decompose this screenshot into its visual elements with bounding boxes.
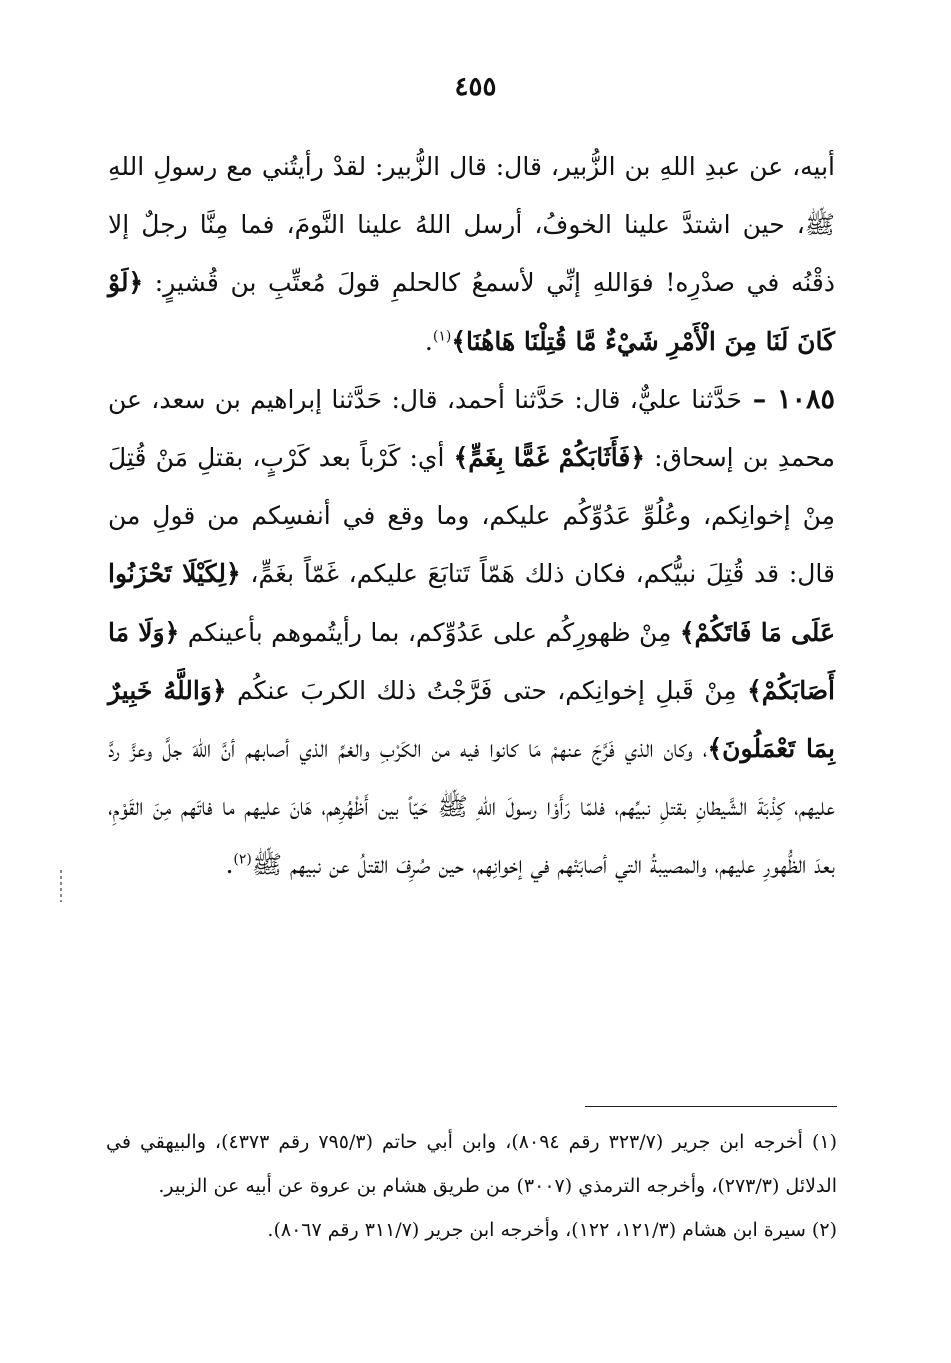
- footnote-ref-1: (١): [432, 328, 452, 345]
- hadith-number: ١٠٨٥: [776, 383, 835, 415]
- paragraph-continuation: [108, 138, 835, 371]
- quran-quote: ﴿فَأَثَابَكُمْ غَمًّا بِغَمٍّ﴾: [453, 443, 645, 473]
- scan-mark: [60, 870, 62, 902]
- commentary-text: ، وكان الذي فَرَّجَ عنهمْ مَا كانوا فيه من الكَرْبِ والغمِّ الذي أصابهم أنَّ اللهَ جلَّ وعزَّ ردَّ عليهم، كِذْبَةَ الشَّيطانِ بقتلِ نبيِّهم، فلمّا رَأَوْا رسولَ اللهِ ﷺ حَيّاً بين أَظْهُرِهم، هَانَ عليهم ما فاتَهم مِنَ القَوْمِ، بعدَ الظُّهورِ عليهم، والمصيبةُ التي أصابَتْهم في إخوانِهم، حين صُرِفَ القتلُ عن نبيهم ﷺ: [108, 734, 835, 880]
- footnote-2: (٢) سيرة ابن هشام (١٢١/٣، ١٢٢)، وأخرجه ابن جرير (٣١١/٧ رقم ٨٠٦٧).: [267, 1219, 837, 1241]
- commentary-text: مِنْ قَبلِ إخوانِكم، حتى فَرَّجْتُ ذلك الكربَ عنكُم: [226, 675, 748, 705]
- quran-quote: ﴿وَاللَّهُ خَبِيرٌ بِمَا تَعْمَلُونَ﴾: [108, 675, 835, 764]
- commentary-text: أي: كَرْباً بعد كَرْبٍ، بقتلِ مَنْ قُتِلَ مِنْ إخوانِكم، وعُلُوِّ عَدُوِّكُم عليكم، وما وقع في أنفسِكم من قولِ من قال: قد قُتِلَ نبيُّكم، فكان ذلك هَمّاً تَتابَعَ عليكم، غَمّاً بغَمٍّ،: [108, 443, 835, 589]
- sentence-end: .: [225, 850, 234, 880]
- footnote-divider: [585, 1106, 837, 1107]
- main-text: [108, 138, 835, 895]
- quran-quote: ﴿وَلَا مَا أَصَابَكُمْ﴾: [108, 617, 835, 705]
- footnotes: [106, 1120, 837, 1252]
- quran-quote: ﴿لَوْ كَانَ لَنَا مِنَ الْأَمْرِ شَيْءٌ مَّا قُتِلْنَا هَاهُنَا﴾: [108, 268, 835, 356]
- quran-quote: ﴿لِكَيْلَا تَحْزَنُوا عَلَى مَا فَاتَكُمْ﴾: [108, 559, 835, 647]
- hadith-dash: –: [741, 383, 777, 415]
- hadith-paragraph: [108, 371, 835, 895]
- sentence-end: .: [424, 326, 433, 356]
- page-number: ٤٥٥: [454, 72, 497, 102]
- narration-text: أبيه، عن عبدِ اللهِ بن الزُّبير، قال: قال الزُّبير: لقدْ رأيتُني مع رسولِ اللهِ ﷺ، حين اشتدَّ علينا الخوفُ، أرسل اللهُ علينا النَّومَ، فما مِنَّا رجلٌ إلا ذقْنُه في صدْرِه! فوَاللهِ إنِّي لأسمعُ كالحلمِ قولَ مُعتِّبِ بن قُشيرٍ:: [108, 152, 835, 298]
- narration-text: حَدَّثنا عليٌّ، قال: حَدَّثنا أحمد، قال: حَدَّثنا إبراهيم بن سعد، عن محمدِ بن إسحاق:: [108, 384, 835, 473]
- footnote-1: (١) أخرجه ابن جرير (٣٢٣/٧ رقم ٨٠٩٤)، وابن أبي حاتم (٧٩٥/٣ رقم ٤٣٧٣)، والبيهقي في الدلائل (٢٧٣/٣)، وأخرجه الترمذي (٣٠٠٧) من طريق هشام بن عروة عن أبيه عن الزبير.: [106, 1131, 838, 1197]
- commentary-text: مِنْ ظهورِكُم على عَدُوِّكم، بما رأيتُموهم بأعينكم: [179, 617, 680, 647]
- footnote-ref-2: (٢): [233, 852, 252, 869]
